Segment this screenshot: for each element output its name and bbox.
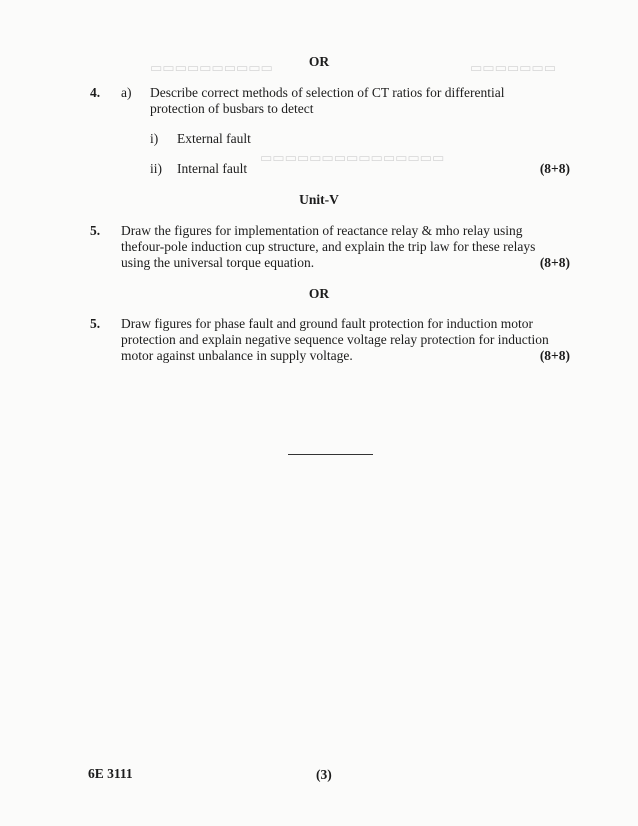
footer-paper-code: 6E 3111 [88,766,133,781]
question-5b-marks: (8+8) [539,348,570,363]
question-5b-number: 5. [90,316,101,331]
question-5a-line-3: using the universal torque equation. [121,255,315,270]
question-5b-line-3: motor against unbalance in supply voltage. [121,348,353,363]
question-5a-marks: (8+8) [539,255,570,270]
or-divider-top: OR [308,54,330,69]
question-4-sub-ii-text: Internal fault [177,161,248,176]
question-5b-line-2: protection and explain negative sequence voltage relay protection for induction [121,332,549,347]
question-4-sub-i-label: i) [150,131,159,146]
end-rule [288,454,373,455]
question-4-number: 4. [90,85,101,100]
question-4-part: a) [121,85,132,100]
question-5a-number: 5. [90,223,101,238]
question-4-line-2: protection of busbars to detect [150,101,314,116]
footer-page-number: (3) [316,767,332,782]
question-4-sub-ii-label: ii) [150,161,162,176]
question-4-marks: (8+8) [539,161,570,176]
question-5a-line-2: thefour-pole induction cup structure, and explain the trip law for these relays [121,239,536,254]
bleed-through-text: ▭▭▭▭▭▭▭ [470,60,556,75]
bleed-through-text: ▭▭▭▭▭▭▭▭▭▭ [150,60,273,75]
question-4-sub-i-text: External fault [177,131,251,146]
question-5b-line-1: Draw figures for phase fault and ground fault protection for induction motor [121,316,534,331]
or-divider-middle: OR [308,286,330,301]
bleed-through-text: ▭▭▭▭▭▭▭▭▭▭▭▭▭▭▭ [260,150,445,165]
unit-heading: Unit-V [299,192,339,207]
question-5a-line-1: Draw the figures for implementation of reactance relay & mho relay using [121,223,523,238]
question-4-line-1: Describe correct methods of selection of CT ratios for differential [150,85,505,100]
